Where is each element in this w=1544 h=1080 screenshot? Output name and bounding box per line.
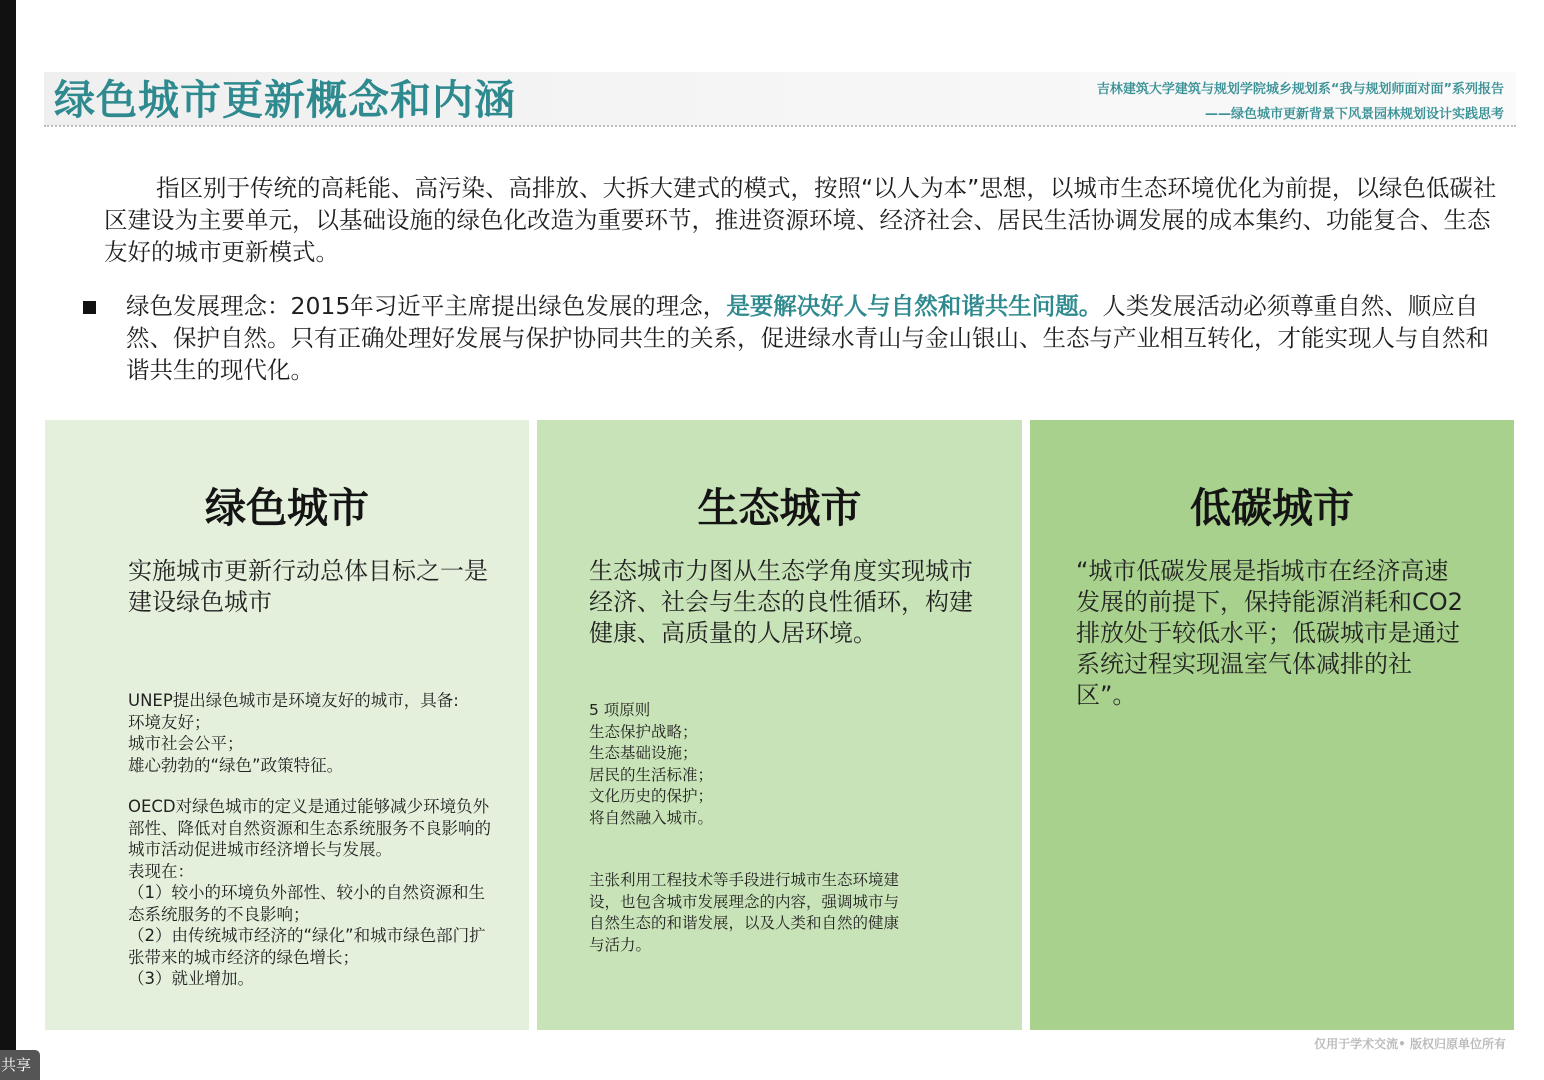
card-engineering-text: 主张利用工程技术等手段进行城市生态环境建设，也包含城市发展理念的内容，强调城市与自然生态的和谐发展，以及人类和自然的健康与活力。 [589,871,900,954]
intro-paragraph: 指区别于传统的高耗能、高污染、高排放、大拆大建式的模式，按照“以人为本”思想，以城市生态环境优化为前提，以绿色低碳社区建设为主要单元，以基础设施的绿色化改造为重要环节，推进资源环境、经济社会、居民生活协调发展的成本集约、功能复合、生态友好的城市更新模式。 [104,174,1497,266]
card-lead-text: 实施城市更新行动总体目标之一是建设绿色城市 [128,557,488,616]
square-bullet-icon [83,301,96,314]
bullet-paragraph [126,290,1512,386]
green-development-bullet [80,290,1512,390]
card-lead-text: “城市低碳发展是指城市在经济高速发展的前提下，保持能源消耗和CO2 排放处于较低水平；低碳城市是通过系统过程实现温室气体减排的社区”。 [1076,557,1463,709]
bullet-lead-text: 绿色发展理念：2015年习近平主席提出绿色发展的理念， [126,292,727,320]
report-topic-subtitle: ——绿色城市更新背景下风景园林规划设计实践思考 [1204,107,1504,122]
page-title: 绿色城市更新概念和内涵 [54,76,516,124]
card-low-carbon-city [1030,420,1514,1030]
left-edge-strip [0,0,16,1080]
card-eco-city [537,420,1022,1030]
card-principles-text: 5 项原则 生态保护战略； 生态基础设施； 居民的生活标准； 文化历史的保护； 将自然融入城市。 [589,701,714,827]
copyright-note: 仅用于学术交流• 版权归原单位所有 [1314,1037,1506,1051]
card-title: 低碳城市 [1190,484,1354,532]
bullet-highlight-text: 是要解决好人与自然和谐共生问题。 [726,292,1103,320]
card-title: 生态城市 [697,484,862,532]
card-lead-text: 生态城市力图从生态学角度实现城市经济、社会与生态的良性循环，构建健康、高质量的人居环境。 [589,557,973,647]
share-button[interactable]: 共享 [0,1050,40,1080]
report-series-subtitle: 吉林建筑大学建筑与规划学院城乡规划系“我与规划师面对面”系列报告 [1096,82,1504,97]
card-unep-text: UNEP提出绿色城市是环境友好的城市，具备: 环境友好； 城市社会公平； 雄心勃勃的“绿色”政策特征。 [128,691,459,775]
card-oecd-text: OECD对绿色城市的定义是通过能够减少环境负外部性、降低对自然资源和生态系统服务不良影响的城市活动促进城市经济增长与发展。 表现在： （1）较小的环境负外部性、较小的自然资源和生态系统服务的不良影响； （2）由传统城市经济的“绿化”和城市绿色部门扩张带来的城市经济的绿色增长； （3）就业增加。 [128,797,491,988]
header-divider [44,125,1516,127]
bullet-rest-text: 人类发展活动必须尊重自然、顺应自然、保护自然。只有正确处理好发展与保护协同共生的关系，促进绿水青山与金山银山、生态与产业相互转化，才能实现人与自然和谐共生的现代化。 [126,292,1489,384]
card-green-city [45,420,529,1030]
card-title: 绿色城市 [205,484,369,532]
